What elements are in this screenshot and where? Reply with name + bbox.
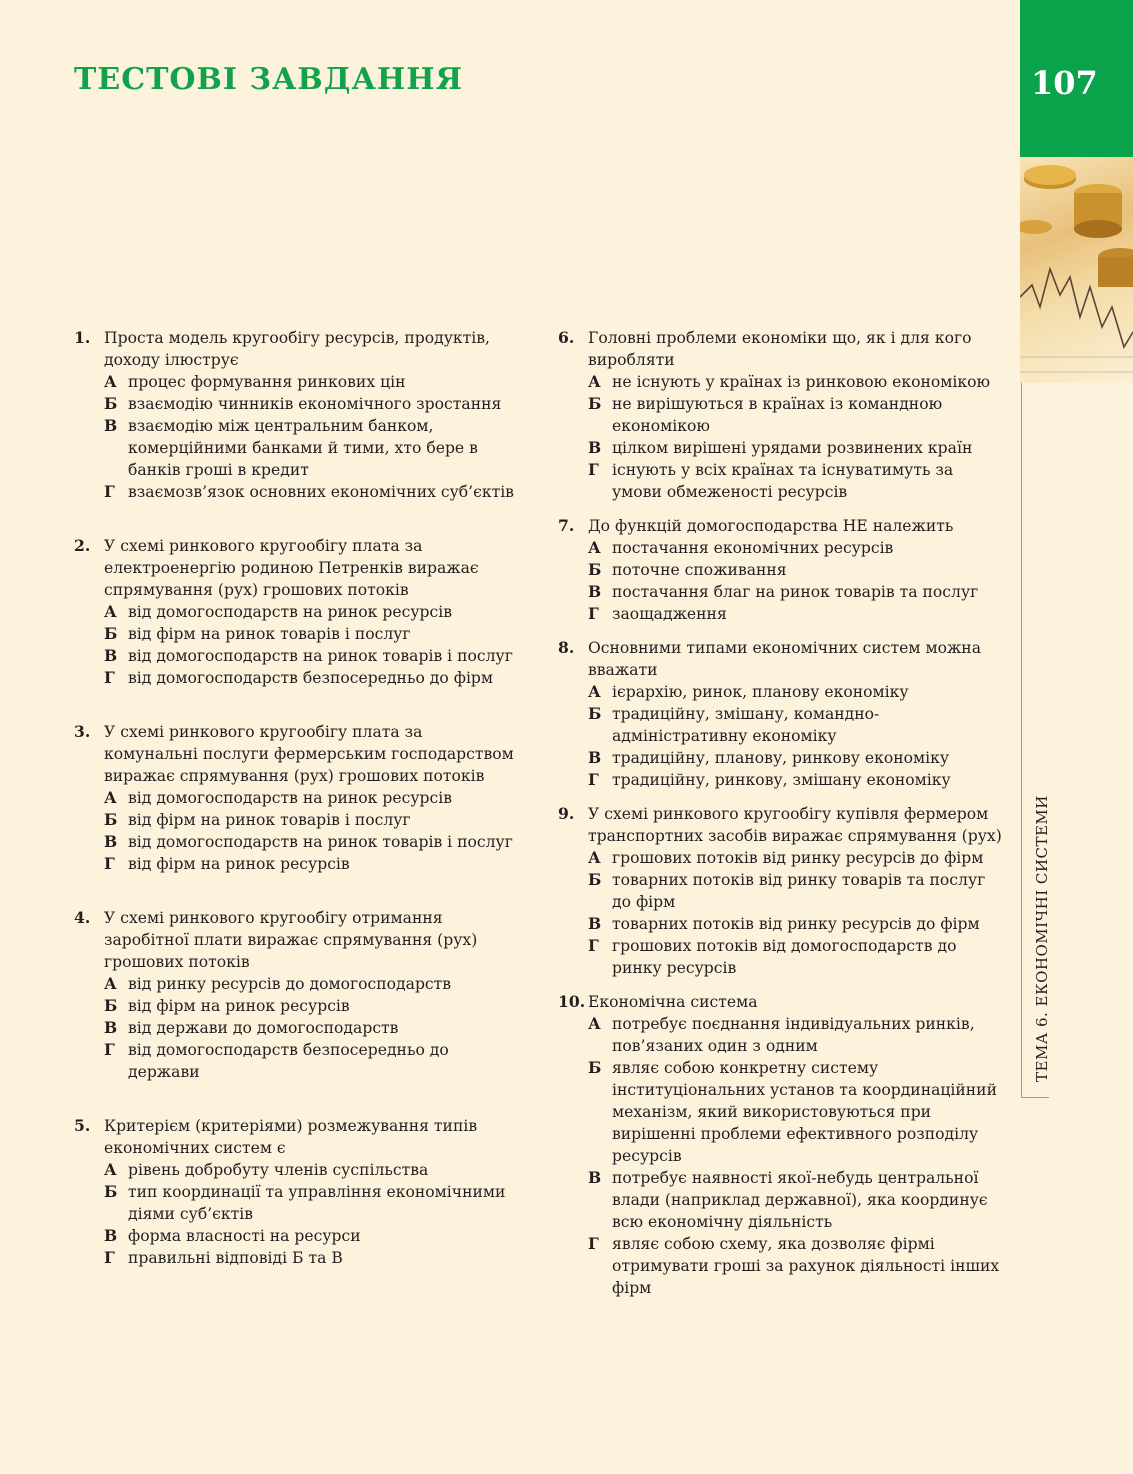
question-text: У схемі ринкового кругообігу плата за електроенергію родиною Петренків виражає спрямування (рух) грошових потоків xyxy=(104,537,479,599)
answer-option xyxy=(74,645,514,667)
option-text: цілком вирішені урядами розвинених країн xyxy=(612,439,973,457)
option-letter: Г xyxy=(104,1040,115,1059)
answer-option xyxy=(558,681,1003,703)
question-2 xyxy=(74,535,514,689)
option-text: від домогосподарств на ринок товарів і послуг xyxy=(128,833,513,851)
option-text: поточне споживання xyxy=(612,561,787,579)
question-7 xyxy=(558,515,1003,625)
answer-option xyxy=(74,371,514,393)
option-text: від домогосподарств на ринок ресурсів xyxy=(128,603,452,621)
option-letter: Г xyxy=(588,604,599,623)
answer-option xyxy=(74,481,514,503)
option-text: являє собою конкретну систему інституціональних установ та координаційний механізм, який використовуються при вирішенні проблеми ефективного розподілу ресурсів xyxy=(612,1059,997,1165)
answer-option xyxy=(558,459,1003,503)
option-letter: Г xyxy=(104,1248,115,1267)
option-text: взаємодію чинників економічного зростання xyxy=(128,395,502,413)
answer-option xyxy=(74,1247,514,1269)
questions-right-column xyxy=(558,327,1003,1299)
option-text: від домогосподарств безпосередньо до фірм xyxy=(128,669,494,687)
chapter-label: ТЕМА 6. ЕКОНОМІЧНІ СИСТЕМИ xyxy=(1033,795,1051,1082)
option-text: потребує поєднання індивідуальних ринків, пов’язаних один з одним xyxy=(612,1015,975,1055)
option-letter: В xyxy=(588,914,602,933)
option-letter: Г xyxy=(588,770,599,789)
option-text: товарних потоків від ринку товарів та послуг до фірм xyxy=(612,871,986,911)
question-4 xyxy=(74,907,514,1083)
option-letter: Б xyxy=(588,394,602,413)
question-9 xyxy=(558,803,1003,979)
option-text: постачання економічних ресурсів xyxy=(612,539,894,557)
page-title: ТЕСТОВІ ЗАВДАННЯ xyxy=(74,62,464,97)
answer-option xyxy=(558,769,1003,791)
side-rule-end xyxy=(1021,1097,1049,1098)
answer-option xyxy=(558,747,1003,769)
option-letter: А xyxy=(104,974,117,993)
answer-option xyxy=(74,1017,514,1039)
question-text: У схемі ринкового кругообігу плата за комунальні послуги фермерським господарством виражає спрямування (рух) грошових потоків xyxy=(104,723,514,785)
option-text: правильні відповіді Б та В xyxy=(128,1249,343,1267)
coins-chart-photo xyxy=(1020,157,1133,383)
answer-option xyxy=(558,703,1003,747)
answer-option xyxy=(74,415,514,481)
option-text: від фірм на ринок товарів і послуг xyxy=(128,811,411,829)
option-letter: Б xyxy=(588,870,602,889)
option-letter: Г xyxy=(588,460,599,479)
option-letter: Г xyxy=(104,668,115,687)
answer-option xyxy=(558,1167,1003,1233)
answer-option xyxy=(74,1159,514,1181)
option-letter: В xyxy=(588,748,602,767)
answer-option xyxy=(558,603,1003,625)
option-letter: А xyxy=(588,538,601,557)
question-8 xyxy=(558,637,1003,791)
option-letter: Б xyxy=(588,704,602,723)
answer-option xyxy=(74,831,514,853)
option-letter: Б xyxy=(588,560,602,579)
answer-option xyxy=(558,393,1003,437)
answer-option xyxy=(74,809,514,831)
option-text: ієрархію, ринок, планову економіку xyxy=(612,683,909,701)
answer-option xyxy=(74,787,514,809)
option-letter: В xyxy=(104,646,118,665)
option-letter: Г xyxy=(588,1234,599,1253)
option-text: форма власності на ресурси xyxy=(128,1227,361,1245)
question-text: У схемі ринкового кругообігу купівля фермером транспортних засобів виражає спрямування (рух) xyxy=(588,805,1002,845)
option-letter: В xyxy=(104,416,118,435)
question-6 xyxy=(558,327,1003,503)
page-number: 107 xyxy=(1031,64,1098,102)
option-text: взаємодію між центральним банком, комерційними банками й тими, хто бере в банків гроші в кредит xyxy=(128,417,478,479)
question-text: Проста модель кругообігу ресурсів, продуктів, доходу ілюструє xyxy=(104,329,490,369)
question-5 xyxy=(74,1115,514,1269)
answer-option xyxy=(74,601,514,623)
question-number: 7. xyxy=(558,516,575,535)
answer-option xyxy=(74,1039,514,1083)
option-text: не вирішуються в країнах із командною економікою xyxy=(612,395,943,435)
option-letter: В xyxy=(104,1226,118,1245)
option-text: грошових потоків від ринку ресурсів до фірм xyxy=(612,849,984,867)
question-text: Критерієм (критеріями) розмежування типів економічних систем є xyxy=(104,1117,478,1157)
option-text: від фірм на ринок ресурсів xyxy=(128,997,350,1015)
questions-left-column xyxy=(74,327,514,1269)
question-number: 6. xyxy=(558,328,575,347)
option-text: від держави до домогосподарств xyxy=(128,1019,399,1037)
option-text: являє собою схему, яка дозволяє фірмі отримувати гроші за рахунок діяльності інших фірм xyxy=(612,1235,1000,1297)
option-letter: Б xyxy=(104,996,118,1015)
option-letter: А xyxy=(588,372,601,391)
answer-option xyxy=(558,1013,1003,1057)
question-number: 5. xyxy=(74,1116,91,1135)
option-letter: А xyxy=(588,848,601,867)
answer-option xyxy=(558,935,1003,979)
answer-option xyxy=(74,973,514,995)
option-letter: А xyxy=(104,1160,117,1179)
option-letter: Б xyxy=(104,810,118,829)
option-text: товарних потоків від ринку ресурсів до фірм xyxy=(612,915,980,933)
answer-option xyxy=(74,995,514,1017)
question-1 xyxy=(74,327,514,503)
option-text: тип координації та управління економічними діями суб’єктів xyxy=(128,1183,506,1223)
option-text: грошових потоків від домогосподарств до ринку ресурсів xyxy=(612,937,957,977)
question-3 xyxy=(74,721,514,875)
option-text: від фірм на ринок ресурсів xyxy=(128,855,350,873)
option-letter: А xyxy=(104,372,117,391)
question-text: Основними типами економічних систем можна вважати xyxy=(588,639,981,679)
question-text: Головні проблеми економіки що, як і для кого виробляти xyxy=(588,329,972,369)
answer-option xyxy=(558,847,1003,869)
option-letter: Г xyxy=(104,854,115,873)
option-letter: Г xyxy=(104,482,115,501)
option-letter: А xyxy=(104,602,117,621)
option-text: традиційну, змішану, командно-адміністративну економіку xyxy=(612,705,880,745)
question-number: 3. xyxy=(74,722,91,741)
option-text: традиційну, планову, ринкову економіку xyxy=(612,749,950,767)
question-number: 1. xyxy=(74,328,91,347)
option-letter: Б xyxy=(104,1182,118,1201)
option-letter: А xyxy=(588,682,601,701)
answer-option xyxy=(558,1233,1003,1299)
answer-option xyxy=(558,559,1003,581)
answer-option xyxy=(74,853,514,875)
option-letter: А xyxy=(104,788,117,807)
option-text: потребує наявності якої-небудь центральної влади (наприклад державної), яка координує всю економічну діяльність xyxy=(612,1169,988,1231)
answer-option xyxy=(558,913,1003,935)
answer-option xyxy=(558,869,1003,913)
answer-option xyxy=(74,623,514,645)
answer-option xyxy=(74,393,514,415)
option-letter: Б xyxy=(588,1058,602,1077)
option-text: не існують у країнах із ринковою економікою xyxy=(612,373,991,391)
question-number: 2. xyxy=(74,536,91,555)
option-text: від домогосподарств на ринок ресурсів xyxy=(128,789,452,807)
option-text: від ринку ресурсів до домогосподарств xyxy=(128,975,452,993)
option-letter: В xyxy=(588,1168,602,1187)
answer-option xyxy=(558,581,1003,603)
option-text: від фірм на ринок товарів і послуг xyxy=(128,625,411,643)
option-letter: Г xyxy=(588,936,599,955)
option-letter: В xyxy=(104,1018,118,1037)
question-number: 9. xyxy=(558,804,575,823)
option-letter: А xyxy=(588,1014,601,1033)
option-text: існують у всіх країнах та існуватимуть за умови обмеженості ресурсів xyxy=(612,461,954,501)
coins-photo-graphic xyxy=(1020,157,1133,383)
question-number: 10. xyxy=(558,992,586,1011)
option-text: від домогосподарств на ринок товарів і послуг xyxy=(128,647,513,665)
option-text: традиційну, ринкову, змішану економіку xyxy=(612,771,951,789)
answer-option xyxy=(558,1057,1003,1167)
answer-option xyxy=(74,667,514,689)
answer-option xyxy=(74,1225,514,1247)
option-letter: В xyxy=(588,438,602,457)
option-text: постачання благ на ринок товарів та послуг xyxy=(612,583,979,601)
question-10 xyxy=(558,991,1003,1299)
question-number: 8. xyxy=(558,638,575,657)
option-text: процес формування ринкових цін xyxy=(128,373,406,391)
answer-option xyxy=(558,537,1003,559)
option-text: заощадження xyxy=(612,605,727,623)
question-text: Економічна система xyxy=(588,993,758,1011)
answer-option xyxy=(558,371,1003,393)
question-number: 4. xyxy=(74,908,91,927)
option-text: взаємозв’язок основних економічних суб’єктів xyxy=(128,483,514,501)
side-rule xyxy=(1021,383,1022,1098)
question-text: До функцій домогосподарства НЕ належить xyxy=(588,517,954,535)
answer-option xyxy=(74,1181,514,1225)
option-text: рівень добробуту членів суспільства xyxy=(128,1161,429,1179)
option-letter: В xyxy=(588,582,602,601)
option-text: від домогосподарств безпосередньо до держави xyxy=(128,1041,449,1081)
question-text: У схемі ринкового кругообігу отримання заробітної плати виражає спрямування (рух) грошових потоків xyxy=(104,909,478,971)
option-letter: Б xyxy=(104,394,118,413)
option-letter: Б xyxy=(104,624,118,643)
option-letter: В xyxy=(104,832,118,851)
answer-option xyxy=(558,437,1003,459)
